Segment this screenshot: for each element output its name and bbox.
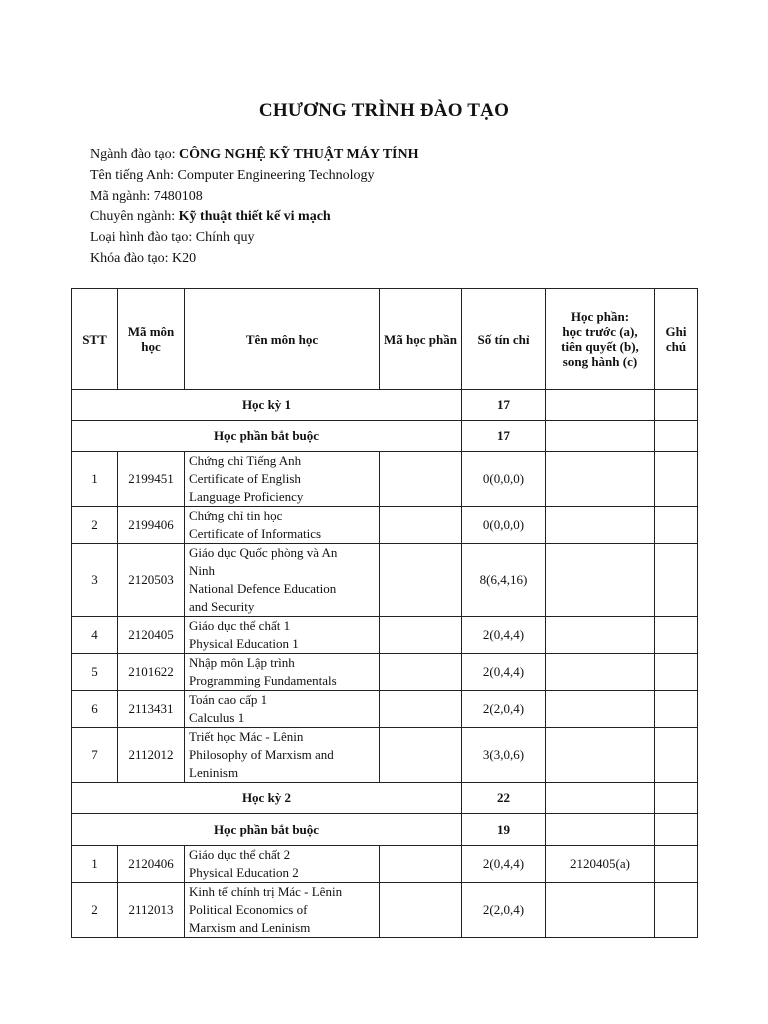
semester-2-group-credits: 19 bbox=[462, 814, 546, 846]
row-code: 2113431 bbox=[118, 691, 185, 728]
row-stt: 5 bbox=[72, 654, 118, 691]
table-row bbox=[72, 507, 698, 544]
info-major-label: Ngành đào tạo: bbox=[90, 147, 176, 162]
row-name-line: Ninh bbox=[189, 563, 215, 578]
row-note bbox=[655, 691, 698, 728]
header-credits: Số tín chỉ bbox=[462, 289, 546, 390]
row-credits: 8(6,4,16) bbox=[462, 544, 546, 617]
row-name bbox=[185, 691, 380, 728]
table-header-row bbox=[72, 289, 698, 390]
row-code: 2120406 bbox=[118, 846, 185, 883]
document-title: CHƯƠNG TRÌNH ĐÀO TẠO bbox=[258, 100, 510, 121]
info-english-name bbox=[90, 166, 419, 187]
row-module-code bbox=[380, 452, 462, 507]
header-note: Ghi chú bbox=[655, 289, 698, 390]
semester-1-group-label: Học phần bắt buộc bbox=[72, 421, 462, 452]
row-note bbox=[655, 507, 698, 544]
row-module-code bbox=[380, 654, 462, 691]
table-row bbox=[72, 691, 698, 728]
row-prereq: 2120405(a) bbox=[546, 846, 655, 883]
row-name-line: Certificate of English bbox=[189, 471, 301, 486]
row-name bbox=[185, 654, 380, 691]
row-note bbox=[655, 728, 698, 783]
semester-1-group-row bbox=[72, 421, 698, 452]
row-stt: 2 bbox=[72, 507, 118, 544]
semester-2-group-row bbox=[72, 814, 698, 846]
row-name-line: Toán cao cấp 1 bbox=[189, 692, 268, 707]
row-note bbox=[655, 544, 698, 617]
header-stt: STT bbox=[72, 289, 118, 390]
row-module-code bbox=[380, 883, 462, 938]
header-prereq-line-2: học trước (a), bbox=[562, 324, 638, 339]
row-credits: 3(3,0,6) bbox=[462, 728, 546, 783]
row-module-code bbox=[380, 691, 462, 728]
row-note bbox=[655, 846, 698, 883]
semester-2-label: Học kỳ 2 bbox=[72, 783, 462, 814]
info-cohort bbox=[90, 249, 419, 270]
program-info bbox=[90, 145, 419, 270]
info-cohort-value: K20 bbox=[172, 250, 197, 266]
row-prereq bbox=[546, 452, 655, 507]
info-english-name-label: Tên tiếng Anh: bbox=[90, 167, 174, 183]
row-name-line: Political Economics of bbox=[189, 902, 308, 917]
row-name-line: Giáo dục Quốc phòng và An bbox=[189, 545, 338, 560]
row-stt: 1 bbox=[72, 452, 118, 507]
info-english-name-value: Computer Engineering Technology bbox=[177, 167, 375, 183]
row-name-line: Nhập môn Lập trình bbox=[189, 655, 295, 670]
row-code: 2101622 bbox=[118, 654, 185, 691]
row-code: 2120503 bbox=[118, 544, 185, 617]
row-stt: 4 bbox=[72, 617, 118, 654]
row-name bbox=[185, 883, 380, 938]
row-credits: 2(0,4,4) bbox=[462, 846, 546, 883]
row-name-line: Physical Education 1 bbox=[189, 636, 299, 651]
row-name-line: National Defence Education bbox=[189, 581, 337, 596]
semester-1-credits: 17 bbox=[462, 390, 546, 421]
table-row bbox=[72, 452, 698, 507]
row-name bbox=[185, 617, 380, 654]
row-module-code bbox=[380, 617, 462, 654]
row-name-line: Chứng chỉ Tiếng Anh bbox=[189, 453, 302, 468]
row-credits: 2(2,0,4) bbox=[462, 691, 546, 728]
row-prereq bbox=[546, 691, 655, 728]
row-name bbox=[185, 452, 380, 507]
header-prereq-line-3: tiên quyết (b), bbox=[561, 339, 639, 354]
row-note bbox=[655, 617, 698, 654]
row-name-line: Language Proficiency bbox=[189, 489, 304, 504]
info-code-value: 7480108 bbox=[153, 188, 203, 204]
row-credits: 0(0,0,0) bbox=[462, 452, 546, 507]
row-name-line: Triết học Mác - Lênin bbox=[189, 729, 304, 744]
row-module-code bbox=[380, 507, 462, 544]
info-major bbox=[90, 145, 419, 166]
semester-1-row bbox=[72, 390, 698, 421]
curriculum-table bbox=[71, 288, 698, 938]
row-note bbox=[655, 452, 698, 507]
row-name bbox=[185, 846, 380, 883]
info-code bbox=[90, 187, 419, 208]
row-note bbox=[655, 654, 698, 691]
table-row bbox=[72, 846, 698, 883]
row-code: 2120405 bbox=[118, 617, 185, 654]
table-row bbox=[72, 654, 698, 691]
row-credits: 2(0,4,4) bbox=[462, 654, 546, 691]
info-specialization-label: Chuyên ngành: bbox=[90, 209, 176, 225]
header-subject-name: Tên môn học bbox=[185, 289, 380, 390]
row-name-line: Giáo dục thể chất 1 bbox=[189, 618, 291, 633]
row-stt: 7 bbox=[72, 728, 118, 783]
semester-2-group-label: Học phần bắt buộc bbox=[72, 814, 462, 846]
header-module-code: Mã học phần bbox=[380, 289, 462, 390]
semester-1-label: Học kỳ 1 bbox=[72, 390, 462, 421]
table-row bbox=[72, 728, 698, 783]
row-name-line: Leninism bbox=[189, 765, 239, 780]
row-name-line: Calculus 1 bbox=[189, 710, 245, 725]
table-row bbox=[72, 617, 698, 654]
row-stt: 6 bbox=[72, 691, 118, 728]
row-code: 2112012 bbox=[118, 728, 185, 783]
header-prereq-line-1: Học phần: bbox=[570, 309, 630, 324]
row-credits: 0(0,0,0) bbox=[462, 507, 546, 544]
table-row bbox=[72, 883, 698, 938]
row-note bbox=[655, 883, 698, 938]
row-name-line: Kinh tế chính trị Mác - Lênin bbox=[189, 884, 343, 899]
row-credits: 2(2,0,4) bbox=[462, 883, 546, 938]
info-specialization bbox=[90, 207, 419, 228]
row-prereq bbox=[546, 728, 655, 783]
row-name-line: Certificate of Informatics bbox=[189, 526, 322, 541]
info-type bbox=[90, 228, 419, 249]
header-prerequisites bbox=[546, 289, 655, 390]
semester-2-credits: 22 bbox=[462, 783, 546, 814]
row-name bbox=[185, 544, 380, 617]
row-name-line: Giáo dục thể chất 2 bbox=[189, 847, 291, 862]
row-prereq bbox=[546, 507, 655, 544]
row-name-line: Programming Fundamentals bbox=[189, 673, 337, 688]
row-module-code bbox=[380, 728, 462, 783]
row-code: 2112013 bbox=[118, 883, 185, 938]
row-name bbox=[185, 507, 380, 544]
row-name-line: Chứng chỉ tin học bbox=[189, 508, 283, 523]
info-specialization-value: Kỹ thuật thiết kế vi mạch bbox=[178, 209, 331, 225]
row-prereq bbox=[546, 617, 655, 654]
row-code: 2199406 bbox=[118, 507, 185, 544]
table-row bbox=[72, 544, 698, 617]
row-module-code bbox=[380, 544, 462, 617]
row-prereq bbox=[546, 883, 655, 938]
row-name bbox=[185, 728, 380, 783]
header-subject-code: Mã môn học bbox=[118, 289, 185, 390]
row-code: 2199451 bbox=[118, 452, 185, 507]
semester-2-row bbox=[72, 783, 698, 814]
row-stt: 1 bbox=[72, 846, 118, 883]
info-cohort-label: Khóa đào tạo: bbox=[90, 250, 169, 266]
row-name-line: and Security bbox=[189, 599, 255, 614]
row-name-line: Marxism and Leninism bbox=[189, 920, 311, 935]
row-stt: 2 bbox=[72, 883, 118, 938]
row-name-line: Physical Education 2 bbox=[189, 865, 299, 880]
row-prereq bbox=[546, 544, 655, 617]
info-code-label: Mã ngành: bbox=[90, 188, 151, 204]
row-prereq bbox=[546, 654, 655, 691]
row-module-code bbox=[380, 846, 462, 883]
semester-1-group-credits: 17 bbox=[462, 421, 546, 452]
info-major-value: CÔNG NGHỆ KỸ THUẬT MÁY TÍNH bbox=[179, 147, 419, 162]
row-credits: 2(0,4,4) bbox=[462, 617, 546, 654]
row-name-line: Philosophy of Marxism and bbox=[189, 747, 334, 762]
row-stt: 3 bbox=[72, 544, 118, 617]
info-type-label: Loại hình đào tạo: bbox=[90, 230, 193, 246]
header-prereq-line-4: song hành (c) bbox=[562, 354, 638, 369]
info-type-value: Chính quy bbox=[195, 230, 255, 246]
